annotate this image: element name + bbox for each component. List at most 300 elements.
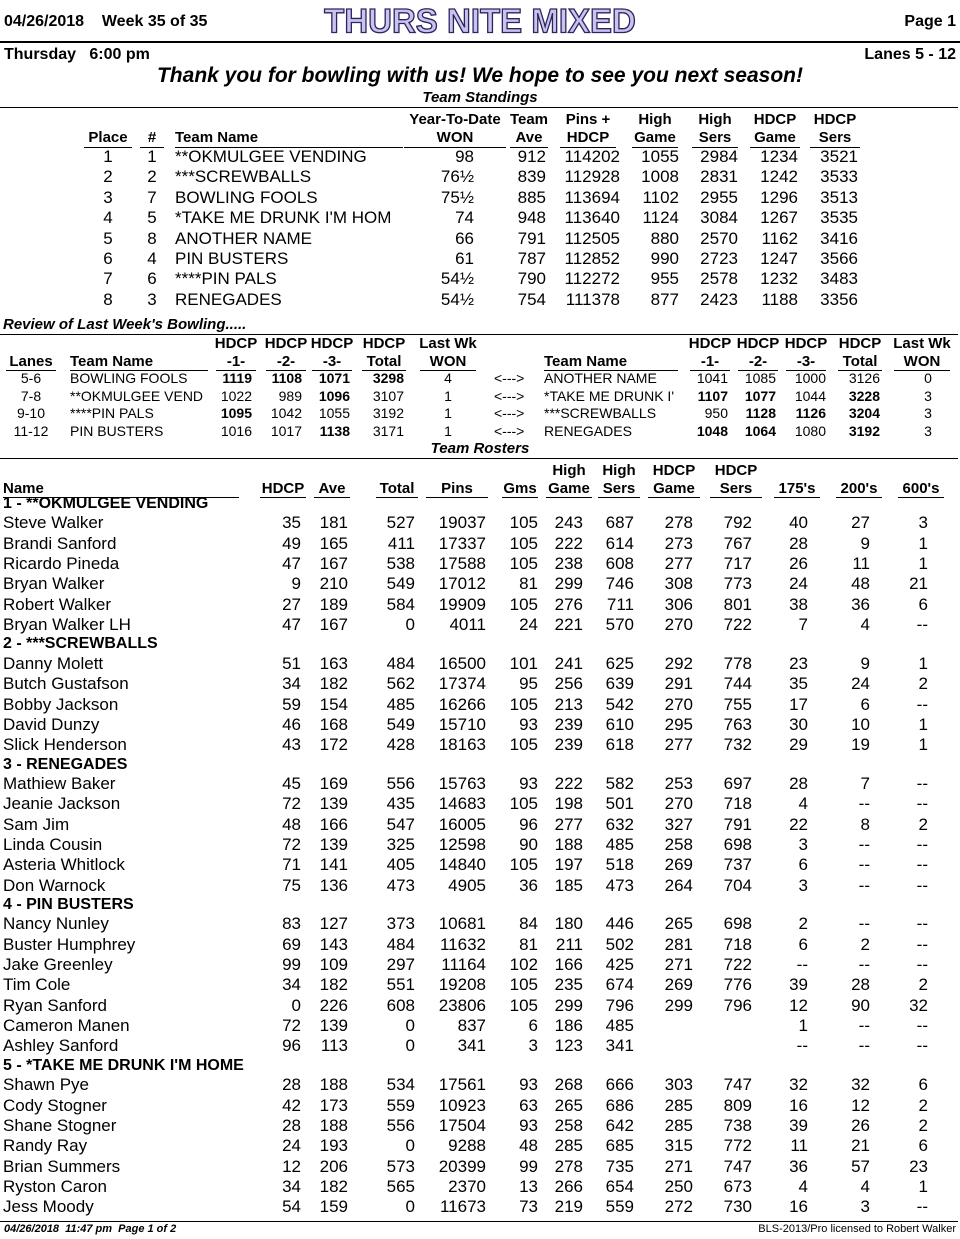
roster-high-game: 123: [554, 1036, 583, 1056]
standings-hs: 2831: [700, 167, 738, 187]
roster-200s: --: [858, 914, 870, 934]
roster-hdcp-game: 277: [664, 554, 693, 574]
roster-name: Sam Jim: [3, 814, 70, 834]
roster-high-game: 277: [554, 814, 583, 834]
roster-ave: 181: [319, 513, 348, 533]
col-b-g2-label-1: HDCP: [736, 335, 780, 352]
roster-ave: 188: [319, 1075, 348, 1095]
roster-175s: 28: [789, 533, 808, 553]
review-a-score: 1138: [319, 422, 350, 439]
standings-hg: 1124: [642, 208, 679, 228]
review-b-score: 3204: [848, 405, 880, 421]
roster-gms: 102: [509, 955, 538, 975]
review-a-score: 1071: [318, 370, 350, 386]
col-a-total-label-2: Total: [362, 353, 406, 371]
review-team-b: RENEGADES: [544, 422, 632, 439]
roster-600s: 1: [918, 554, 928, 574]
roster-hdcp-game: 270: [664, 615, 693, 635]
roster-pins: 16500: [438, 653, 486, 673]
col-a-g3-label-1: HDCP: [310, 335, 354, 352]
roster-200s: --: [858, 875, 870, 895]
standings-won: 76½: [440, 167, 474, 187]
roster-200s: 27: [851, 513, 870, 533]
roster-hdcp-game: 250: [664, 1176, 693, 1196]
roster-175s: --: [796, 1036, 808, 1056]
roster-gms: 73: [519, 1197, 538, 1217]
roster-pins: 11673: [439, 1197, 486, 1217]
roster-600s: 1: [918, 533, 928, 553]
roster-200s: 7: [860, 773, 870, 793]
review-a-score: 1095: [220, 405, 252, 421]
col-team-b: Team Name: [544, 353, 678, 371]
roster-hdcp: 72: [282, 794, 301, 814]
roster-high-game: 258: [554, 1115, 583, 1135]
roster-row: [0, 794, 960, 814]
col-won-label-1: Year-To-Date: [409, 111, 501, 128]
review-a-score: 989: [278, 387, 302, 404]
roster-200s: 21: [851, 1136, 870, 1156]
col-a-g1-label-2: -1-: [216, 353, 256, 371]
roster-hdcp-game: 271: [664, 955, 693, 975]
roster-hdcp-sers: 698: [723, 834, 752, 854]
roster-row: [0, 1096, 960, 1116]
roster-ave: 165: [319, 533, 348, 553]
review-a-won: 1: [444, 405, 452, 421]
roster-200s: 9: [860, 653, 870, 673]
review-b-won: 3: [924, 405, 932, 421]
roster-row: [0, 574, 960, 594]
roster-hdcp: 9: [291, 574, 301, 594]
standings-place: 3: [103, 187, 113, 207]
page-number: Page 1: [904, 13, 956, 30]
roster-row: [0, 996, 960, 1016]
col-gms: Gms: [503, 480, 537, 497]
roster-gms: 93: [519, 773, 538, 793]
roster-row: [0, 1016, 960, 1036]
col-won-label-2: WON: [404, 129, 506, 148]
standings-ave: 948: [517, 208, 546, 228]
roster-hdcp-sers: 717: [723, 554, 752, 574]
roster-high-game: 222: [554, 773, 583, 793]
roster-200s: 4: [860, 1176, 870, 1196]
roster-hdcp-sers: 718: [723, 934, 752, 954]
col-high-game-1: High: [552, 462, 586, 479]
roster-gms: 105: [509, 794, 538, 814]
col-175s: 175's: [774, 480, 820, 498]
roster-hdcp-game: 285: [664, 1095, 693, 1115]
standings-hdg: 1296: [760, 187, 798, 207]
review-row: [0, 388, 960, 405]
roster-high-game: 239: [554, 735, 583, 755]
roster-hdcp-sers: 763: [723, 714, 752, 734]
standings-num: 5: [147, 208, 157, 228]
review-b-score: 3192: [848, 422, 880, 439]
standings-pins: 112928: [564, 167, 620, 187]
roster-hdcp: 72: [282, 834, 301, 854]
roster-600s: 2: [918, 975, 928, 995]
roster-row: [0, 715, 960, 735]
roster-600s: --: [916, 615, 928, 635]
roster-row: [0, 554, 960, 574]
standings-team: **OKMULGEE VENDING: [175, 147, 367, 166]
roster-pins: 17374: [438, 674, 486, 694]
roster-high-sers: 485: [605, 834, 634, 854]
roster-total: 559: [386, 1095, 415, 1115]
roster-175s: 3: [798, 834, 808, 854]
roster-ave: 173: [319, 1095, 348, 1115]
standings-team: ****PIN PALS: [175, 269, 277, 289]
roster-hdcp-sers: 738: [723, 1115, 752, 1135]
roster-600s: --: [916, 875, 928, 895]
col-team-a: Team Name: [70, 353, 208, 371]
roster-ave: 166: [319, 814, 348, 834]
footer-divider: [0, 1221, 958, 1222]
roster-hdcp-sers: 767: [723, 533, 752, 553]
standings-won: 66: [455, 228, 474, 248]
roster-gms: 96: [519, 814, 538, 834]
review-a-score: 1096: [318, 387, 350, 404]
col-pins: Pins: [426, 480, 488, 498]
roster-200s: --: [858, 794, 870, 814]
standings-pins: 113640: [564, 208, 620, 228]
roster-pins: 17504: [438, 1115, 486, 1135]
roster-600s: 6: [918, 594, 928, 614]
roster-600s: --: [916, 955, 928, 975]
col-b-won-label-2: WON: [894, 353, 950, 371]
header-divider: [0, 41, 960, 43]
col-a-lastwk-label-1: Last Wk: [419, 335, 477, 352]
roster-hdcp: 71: [282, 855, 301, 875]
roster-175s: 24: [789, 574, 808, 594]
roster-hdcp-sers: 809: [723, 1095, 752, 1115]
review-b-score: 950: [704, 405, 728, 421]
roster-row: [0, 735, 960, 755]
col-a-total-label-1: HDCP: [362, 335, 406, 352]
season-message: Thank you for bowling with us! We hope to see you next season!: [156, 64, 803, 87]
standings-ave: 885: [517, 187, 546, 207]
review-lanes: 11-12: [13, 422, 49, 439]
roster-hdcp-game: 264: [664, 875, 693, 895]
roster-gms: 105: [509, 694, 538, 714]
roster-hdcp-sers: 791: [723, 814, 752, 834]
standings-hdg: 1267: [760, 208, 798, 228]
roster-high-sers: 446: [605, 914, 634, 934]
roster-gms: 81: [519, 934, 538, 954]
roster-200s: 10: [851, 714, 870, 734]
review-b-won: 3: [924, 422, 932, 439]
roster-ave: 109: [319, 955, 348, 975]
roster-high-sers: 674: [605, 975, 634, 995]
roster-total: 549: [386, 714, 415, 734]
team-heading: 4 - PIN BUSTERS: [3, 896, 134, 913]
roster-600s: 21: [909, 574, 928, 594]
roster-name: Bobby Jackson: [3, 694, 119, 714]
roster-total: 0: [405, 615, 415, 635]
roster-hdcp-game: 291: [664, 674, 693, 694]
standings-row: [0, 269, 960, 289]
roster-high-sers: 639: [605, 674, 634, 694]
roster-name: Shane Stogner: [3, 1115, 117, 1135]
roster-hdcp-sers: 737: [723, 855, 752, 875]
report-date: 04/26/2018: [4, 13, 85, 30]
col-hdcp-sers-label-1: HDCP: [813, 111, 857, 128]
roster-hdcp-game: 292: [664, 653, 693, 673]
roster-200s: 36: [851, 594, 870, 614]
review-team-b: *TAKE ME DRUNK I': [544, 387, 674, 404]
roster-high-game: 265: [554, 1095, 583, 1115]
roster-row: [0, 1177, 960, 1197]
rosters-title: Team Rosters: [430, 440, 530, 457]
roster-high-game: 188: [554, 834, 583, 854]
roster-high-sers: 687: [605, 513, 634, 533]
roster-name: Danny Molett: [3, 653, 104, 673]
roster-row: [0, 695, 960, 715]
roster-175s: 1: [798, 1016, 808, 1036]
roster-ave: 188: [319, 1115, 348, 1135]
col-pins-label-2: HDCP: [560, 129, 616, 148]
standings-ave: 839: [517, 167, 546, 187]
roster-hdcp-game: 315: [664, 1136, 693, 1156]
roster-200s: 19: [851, 735, 870, 755]
roster-gms: 99: [519, 1156, 538, 1176]
roster-ave: 182: [319, 975, 348, 995]
roster-pins: 10681: [438, 914, 486, 934]
roster-175s: 28: [789, 773, 808, 793]
review-b-score: 1085: [744, 370, 776, 386]
roster-name: Tim Cole: [3, 975, 71, 995]
roster-hdcp: 43: [282, 735, 301, 755]
roster-hdcp-game: 269: [664, 855, 693, 875]
standings-team: PIN BUSTERS: [175, 249, 289, 268]
roster-pins: 14683: [438, 794, 486, 814]
roster-hdcp-game: 269: [664, 975, 693, 995]
standings-hds: 3356: [820, 289, 858, 309]
roster-ave: 113: [320, 1036, 348, 1056]
roster-row: [0, 1116, 960, 1136]
roster-total: 562: [386, 674, 415, 694]
roster-200s: 48: [851, 574, 870, 594]
roster-high-sers: 485: [605, 1016, 634, 1036]
roster-600s: --: [916, 1197, 928, 1217]
review-vs-arrow: <--->: [494, 387, 525, 404]
col-ave: Ave: [314, 480, 350, 498]
roster-hdcp-sers: 747: [723, 1156, 752, 1176]
roster-ave: 168: [319, 714, 348, 734]
standings-hds: 3483: [820, 269, 858, 289]
roster-high-game: 241: [554, 653, 583, 673]
roster-total: 473: [386, 875, 415, 895]
roster-hdcp-game: 306: [664, 594, 693, 614]
roster-pins: 16005: [438, 814, 486, 834]
roster-high-game: 278: [554, 1156, 583, 1176]
roster-total: 556: [386, 1115, 415, 1135]
roster-high-sers: 610: [605, 714, 634, 734]
roster-row: [0, 595, 960, 615]
roster-200s: 9: [860, 533, 870, 553]
col-hdcp-game-label-1: HDCP: [753, 111, 797, 128]
roster-hdcp: 42: [282, 1095, 301, 1115]
review-lanes: 5-6: [20, 370, 42, 386]
review-title: Review of Last Week's Bowling.....: [3, 316, 247, 333]
roster-200s: 24: [851, 674, 870, 694]
roster-175s: 30: [789, 714, 808, 734]
roster-gms: 48: [519, 1136, 538, 1156]
review-team-a: **OKMULGEE VEND: [70, 387, 204, 404]
roster-high-game: 211: [555, 934, 583, 954]
col-600s: 600's: [898, 480, 944, 498]
standings-hdg: 1232: [760, 269, 798, 289]
roster-high-game: 299: [554, 995, 583, 1015]
review-vs-arrow: <--->: [494, 405, 525, 421]
roster-hdcp-game: 258: [664, 834, 693, 854]
roster-hdcp-sers: 722: [723, 615, 752, 635]
roster-total: 0: [405, 1136, 415, 1156]
standings-hdg: 1234: [760, 147, 798, 166]
roster-name: Buster Humphrey: [3, 934, 136, 954]
roster-pins: 11632: [439, 934, 486, 954]
standings-hs: 2955: [700, 187, 738, 207]
roster-total: 0: [405, 1016, 415, 1036]
roster-row: [0, 1075, 960, 1095]
roster-pins: 19037: [438, 513, 486, 533]
col-high-sers-1: High: [602, 462, 636, 479]
col-pins-label-1: Pins +: [565, 111, 611, 128]
roster-high-sers: 559: [605, 1197, 634, 1217]
roster-600s: 1: [918, 653, 928, 673]
roster-name: Steve Walker: [3, 513, 104, 533]
roster-200s: --: [858, 834, 870, 854]
standings-team: *TAKE ME DRUNK I'M HOM: [175, 208, 392, 228]
standings-row: [0, 188, 960, 208]
standings-hs: 2723: [700, 249, 738, 268]
roster-high-sers: 685: [605, 1136, 634, 1156]
roster-600s: 2: [918, 674, 928, 694]
roster-name: Shawn Pye: [3, 1075, 89, 1095]
standings-divider: [0, 107, 958, 108]
roster-200s: --: [858, 855, 870, 875]
review-a-won: 1: [444, 422, 452, 439]
roster-total: 538: [386, 554, 415, 574]
roster-total: 556: [386, 773, 415, 793]
roster-high-sers: 666: [605, 1075, 634, 1095]
roster-hdcp-sers: 732: [723, 735, 752, 755]
roster-high-sers: 608: [605, 554, 634, 574]
review-vs-arrow: <--->: [494, 422, 525, 439]
standings-header: [0, 111, 960, 149]
roster-high-sers: 542: [605, 694, 634, 714]
roster-hdcp-sers: 730: [723, 1197, 752, 1217]
roster-ave: 141: [319, 855, 348, 875]
roster-high-game: 185: [554, 875, 583, 895]
roster-high-game: 276: [554, 594, 583, 614]
standings-hdg: 1162: [761, 228, 798, 248]
roster-pins: 10923: [438, 1095, 486, 1115]
roster-total: 608: [386, 995, 415, 1015]
roster-hdcp-game: 327: [664, 814, 693, 834]
standings-team: RENEGADES: [175, 289, 282, 309]
review-a-score: 3192: [372, 405, 404, 421]
review-header: [0, 335, 960, 371]
roster-total: 0: [405, 1036, 415, 1056]
printed-stamp: 04/26/2018 11:47 pm Page 1 of 2: [4, 1223, 177, 1235]
roster-ave: 139: [319, 834, 348, 854]
col-team-name: Team Name: [175, 129, 403, 148]
review-a-score: 3107: [372, 387, 404, 404]
standings-place: 4: [103, 208, 113, 228]
roster-175s: 3: [798, 875, 808, 895]
standings-won: 74: [455, 208, 474, 228]
roster-hdcp-sers: 772: [723, 1136, 752, 1156]
roster-name: Jess Moody: [3, 1197, 94, 1217]
col-lanes: Lanes: [6, 353, 56, 371]
review-lanes: 7-8: [20, 387, 42, 404]
roster-high-game: 222: [554, 533, 583, 553]
roster-total: 534: [386, 1075, 415, 1095]
roster-gms: 93: [519, 1115, 538, 1135]
review-b-score: 1041: [696, 370, 728, 386]
roster-name: Jake Greenley: [3, 955, 113, 975]
roster-total: 527: [386, 513, 415, 533]
roster-name: Ryston Caron: [3, 1176, 107, 1196]
roster-pins: 14840: [438, 855, 486, 875]
standings-won: 75½: [440, 187, 474, 207]
roster-high-sers: 746: [605, 574, 634, 594]
roster-row: [0, 815, 960, 835]
standings-hg: 1055: [641, 147, 679, 166]
roster-175s: 12: [789, 995, 808, 1015]
col-a-g2-label-2: -2-: [266, 353, 306, 371]
review-b-score: 1000: [794, 370, 826, 386]
roster-gms: 105: [509, 554, 538, 574]
roster-high-game: 256: [554, 674, 583, 694]
roster-row: [0, 955, 960, 975]
roster-hdcp-game: 299: [664, 995, 693, 1015]
roster-total: 0: [405, 1197, 415, 1217]
roster-hdcp: 47: [282, 615, 301, 635]
roster-hdcp-sers: 755: [723, 694, 752, 714]
review-a-score: 1017: [270, 422, 302, 439]
standings-won: 61: [455, 249, 474, 268]
roster-175s: 40: [789, 513, 808, 533]
roster-200s: 6: [860, 694, 870, 714]
standings-row: [0, 167, 960, 187]
roster-high-sers: 425: [605, 955, 634, 975]
roster-600s: --: [916, 1036, 928, 1056]
roster-total: 485: [386, 694, 415, 714]
roster-ave: 226: [319, 995, 348, 1015]
standings-place: 6: [103, 249, 113, 268]
roster-high-game: 180: [554, 914, 583, 934]
roster-row: [0, 835, 960, 855]
roster-name: Bryan Walker: [3, 574, 105, 594]
col-high-game-label-1: High: [638, 111, 672, 128]
roster-175s: 38: [789, 594, 808, 614]
standings-won: 54½: [440, 289, 474, 309]
roster-high-sers: 642: [605, 1115, 634, 1135]
roster-175s: 6: [798, 934, 808, 954]
standings-hs: 2984: [700, 147, 738, 166]
team-heading: 1 - **OKMULGEE VENDING: [3, 495, 209, 512]
roster-high-game: 268: [554, 1075, 583, 1095]
roster-175s: 39: [789, 975, 808, 995]
review-b-score: 1048: [696, 422, 728, 439]
standings-hds: 3535: [820, 208, 858, 228]
roster-600s: 3: [918, 513, 928, 533]
standings-num: 6: [147, 269, 157, 289]
roster-name: Ashley Sanford: [3, 1036, 119, 1056]
roster-hdcp-game: 253: [664, 773, 693, 793]
roster-total: 297: [386, 955, 415, 975]
